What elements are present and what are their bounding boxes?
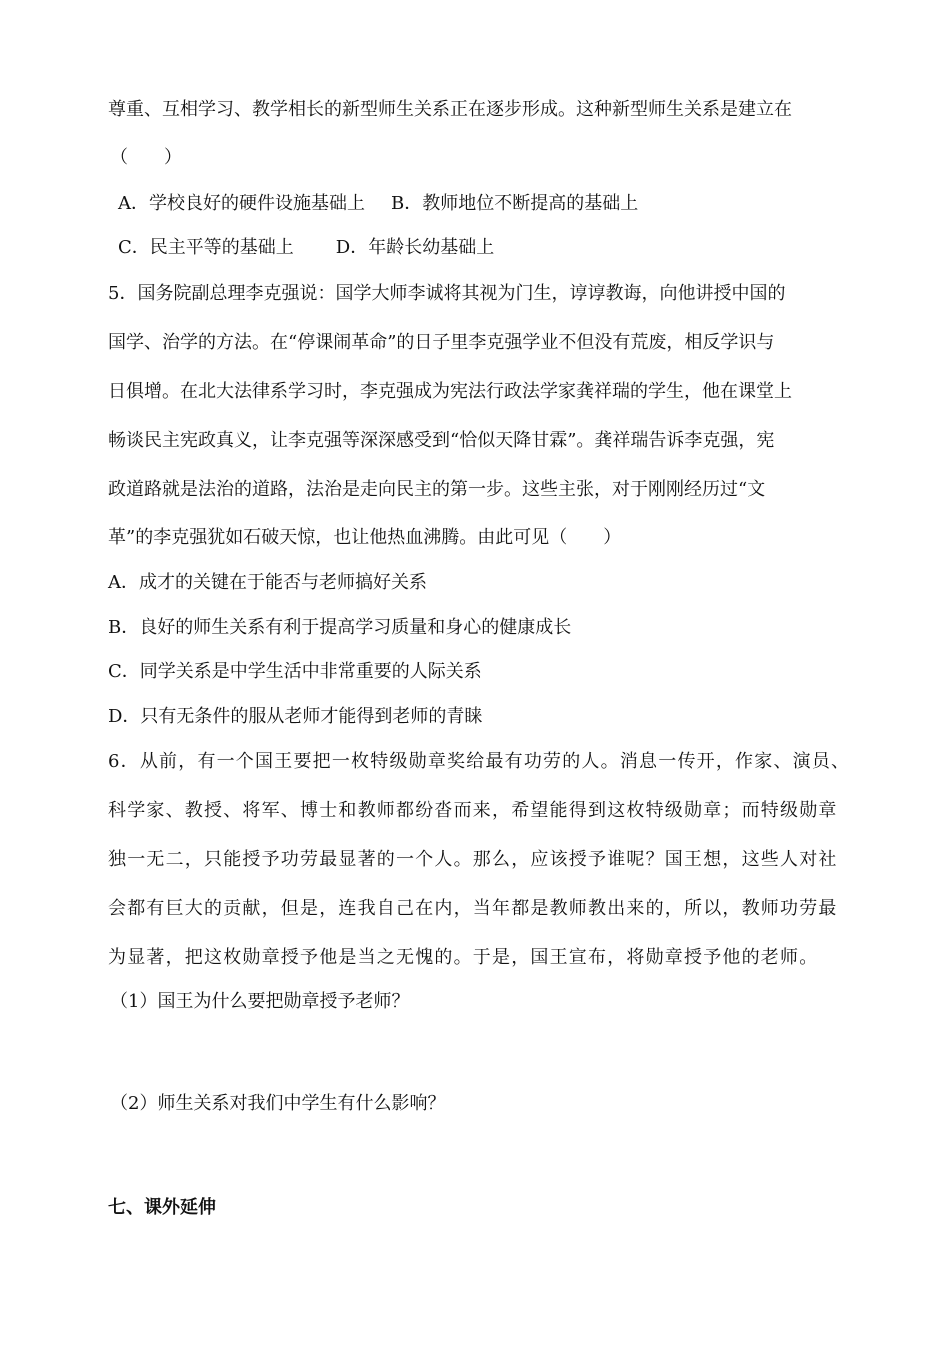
q5-option-a: A．成才的关键在于能否与老师搞好关系 (108, 572, 427, 593)
q5-text-line-1: 5．国务院副总理李克强说：国学大师李诚将其视为门生，谆谆教诲，向他讲授中国的 (108, 283, 786, 304)
q5-option-d: D．只有无条件的服从老师才能得到老师的青睐 (108, 706, 483, 727)
q4-options-row-2 (118, 236, 494, 260)
q6-sub-question-1: （1）国王为什么要把勋章授予老师？ (110, 991, 410, 1012)
q5-text-line-4: 畅谈民主宪政真义，让李克强等深深感受到“恰似天降甘霖”。龚祥瑞告诉李克强，宪 (108, 430, 775, 451)
q5-text-line-2: 国学、治学的方法。在“停课闹革命”的日子里李克强学业不但没有荒废，相反学识与 (108, 332, 775, 353)
q6-text-line-4: 会都有巨大的贡献，但是，连我自己在内，当年都是教师教出来的，所以，教师功劳最 (108, 898, 838, 919)
q4-text-line-1: 尊重、互相学习、教学相长的新型师生关系正在逐步形成。这种新型师生关系是建立在 (108, 99, 792, 120)
q4-option-d: D．年龄长幼基础上 (335, 237, 495, 258)
q5-option-b: B．良好的师生关系有利于提高学习质量和身心的健康成长 (108, 617, 572, 638)
q5-text-line-6: 革”的李克强犹如石破天惊，也让他热血沸腾。由此可见（ ） (108, 527, 622, 548)
q6-text-line-5: 为显著，把这枚勋章授予他是当之无愧的。于是，国王宣布，将勋章授予他的老师。 (108, 947, 819, 968)
q5-option-c: C．同学关系是中学生活中非常重要的人际关系 (108, 661, 482, 682)
q6-text-line-2: 科学家、教授、将军、博士和教师都纷沓而来，希望能得到这枚特级勋章；而特级勋章 (108, 800, 838, 821)
q5-text-line-5: 政道路就是法治的道路，法治是走向民主的第一步。这些主张，对于刚刚经历过“文 (108, 479, 766, 500)
q4-options-row-1 (118, 192, 638, 216)
section-heading: 七、课外延伸 (108, 1197, 216, 1218)
q4-option-c: C．民主平等的基础上 (118, 237, 294, 258)
q6-sub-question-2: （2）师生关系对我们中学生有什么影响？ (110, 1093, 446, 1114)
q4-option-a: A．学校良好的硬件设施基础上 (118, 193, 365, 214)
q5-text-line-3: 日俱增。在北大法律系学习时，李克强成为宪法行政法学家龚祥瑞的学生，他在课堂上 (108, 381, 792, 402)
q4-option-b: B．教师地位不断提高的基础上 (391, 193, 639, 214)
q6-text-line-3: 独一无二，只能授予功劳最显著的一个人。那么，应该授予谁呢？国王想，这些人对社 (108, 849, 838, 870)
q4-answer-blank: （ ） (110, 147, 182, 168)
q6-text-line-1: 6．从前，有一个国王要把一枚特级勋章奖给最有功劳的人。消息一传开，作家、演员、 (108, 751, 851, 772)
